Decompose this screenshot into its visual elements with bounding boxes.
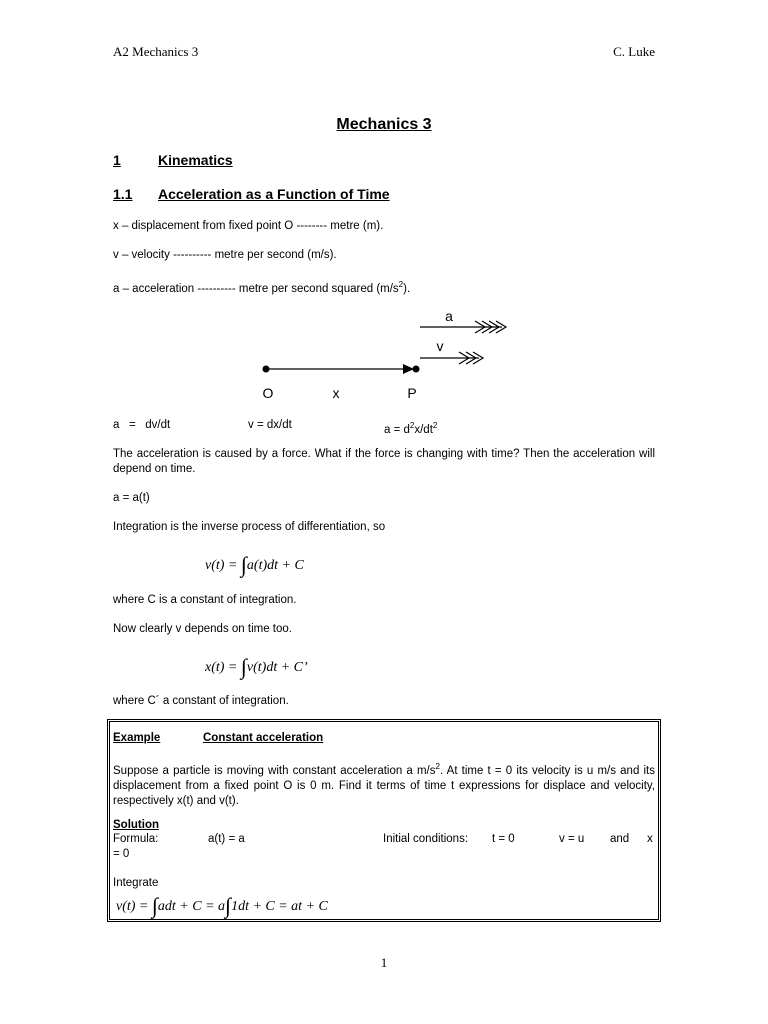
integral-sign: ∫ — [240, 552, 247, 577]
paragraph-v-depends: Now clearly v depends on time too. — [113, 623, 292, 635]
initial-condition-v: v = u — [559, 833, 585, 845]
example-statement-b: . At time t = 0 its velocity is u m/s and its displacement from a fixed point O is 0 m. Find it terms of time t expressions for displace and velocity, respectively x(t) and v(t). — [113, 764, 655, 807]
kinematics-diagram — [0, 0, 768, 420]
example-box — [107, 719, 661, 922]
integral-sign: ∫ — [151, 893, 158, 918]
example-statement-a: Suppose a particle is moving with constant acceleration a m/s — [113, 764, 436, 777]
relation-v-dx-dt: v = dx/dt — [248, 419, 292, 431]
diagram-label-P: P — [407, 385, 417, 401]
section-1-number: 1 — [113, 152, 121, 168]
diagram-label-x: x — [332, 385, 340, 401]
initial-condition-and: and — [610, 833, 630, 845]
particle-point — [413, 366, 420, 373]
header-right: C. Luke — [613, 44, 655, 59]
definition-acceleration-end: ). — [403, 282, 411, 295]
section-1-1-number: 1.1 — [113, 186, 133, 202]
header-left: A2 Mechanics 3 — [113, 44, 199, 59]
example-equation-lhs: v(t) = — [116, 899, 152, 914]
integrate-label: Integrate — [113, 877, 159, 889]
diagram-label-v: v — [436, 338, 444, 354]
equation-displacement-rhs: v(t)dt + C’ — [246, 660, 308, 675]
section-1-1-title: Acceleration as a Function of Time — [158, 186, 390, 202]
example-equation-mid2: 1dt + C = at + C — [231, 899, 328, 914]
initial-condition-t: t = 0 — [492, 833, 515, 845]
example-label: Example — [113, 732, 161, 744]
definition-displacement: x – displacement from fixed point O -------- metre (m). — [113, 220, 384, 232]
relation-sup-2: 2 — [432, 421, 438, 430]
equation-velocity-lhs: v(t) = — [205, 558, 241, 573]
page-number: 1 — [380, 955, 388, 970]
equation-velocity — [205, 552, 304, 578]
relation-a-d2x-mid: x/dt — [414, 423, 433, 436]
paragraph-constant-c: where C is a constant of integration. — [113, 594, 297, 606]
paragraph-force: The acceleration is caused by a force. What if the force is changing with time? Then the acceleration will depend on time. — [113, 448, 655, 475]
example-equation — [116, 893, 328, 919]
definition-velocity: v – velocity ---------- metre per second (m/s). — [113, 249, 337, 261]
example-statement-sup: 2 — [435, 762, 440, 771]
formula-value: a(t) = a — [208, 833, 245, 845]
displacement-arrow-head — [403, 364, 414, 374]
relation-a-d2x-dt2 — [384, 418, 437, 438]
formula-label: Formula: — [113, 833, 159, 845]
relation-a-dv-dt: a = dv/dt — [113, 419, 171, 431]
integral-sign: ∫ — [225, 893, 232, 918]
relation-sup-1: 2 — [409, 421, 415, 430]
example-equation-mid1: adt + C = a — [157, 899, 226, 914]
section-1-title: Kinematics — [158, 152, 233, 168]
integral-sign: ∫ — [240, 654, 247, 679]
definition-acceleration-sup: 2 — [398, 280, 404, 289]
equation-velocity-rhs: a(t)dt + C — [246, 558, 304, 573]
diagram-label-O: O — [262, 385, 274, 401]
a-of-t: a = a(t) — [113, 492, 150, 504]
diagram-label-a: a — [445, 308, 453, 324]
definition-acceleration-text: a – acceleration ---------- metre per second squared (m/s — [113, 282, 399, 295]
solution-label: Solution — [113, 819, 159, 831]
initial-conditions-label: Initial conditions: — [383, 833, 469, 845]
equation-displacement — [205, 654, 308, 680]
equation-displacement-lhs: x(t) = — [205, 660, 241, 675]
relation-a-d2x-pre: a = d — [384, 423, 410, 436]
initial-condition-x: x — [647, 833, 653, 845]
example-statement — [113, 759, 655, 809]
paragraph-integration: Integration is the inverse process of differentiation, so — [113, 521, 386, 533]
paragraph-constant-c-prime: where C´ a constant of integration. — [113, 695, 289, 707]
page-title: Mechanics 3 — [336, 116, 432, 133]
initial-condition-x-value: = 0 — [113, 848, 130, 860]
origin-point — [263, 366, 270, 373]
example-title: Constant acceleration — [203, 732, 324, 744]
